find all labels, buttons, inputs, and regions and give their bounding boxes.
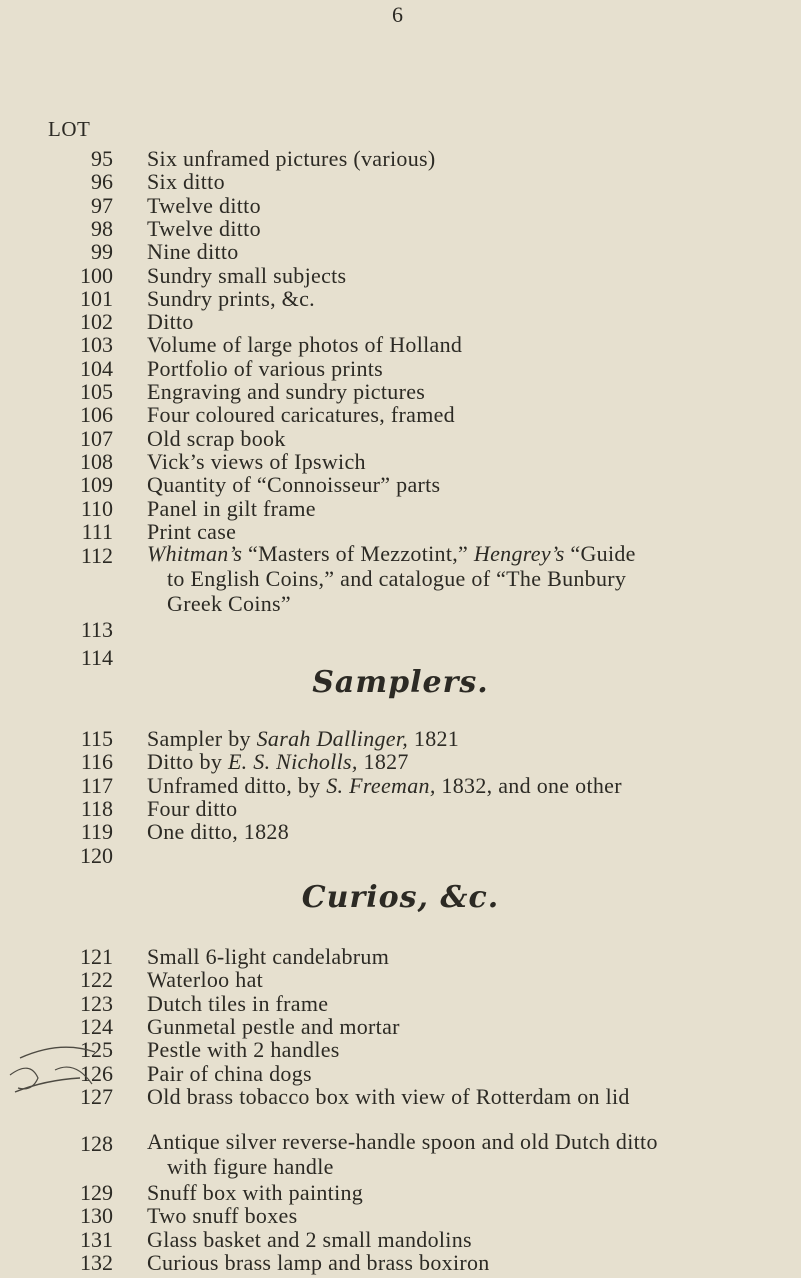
- lot-number: 128: [80, 1131, 113, 1156]
- lot-number: 105: [80, 379, 113, 404]
- lot-number: 99: [91, 239, 113, 265]
- lot-description: Ditto: [147, 309, 194, 335]
- lot-number: 122: [80, 967, 113, 993]
- lot-number: 113: [80, 617, 113, 642]
- author-name: Hengrey’s: [473, 541, 565, 566]
- lot-number: 127: [80, 1083, 113, 1109]
- page-number: 6: [392, 2, 403, 27]
- lot-description: Twelve ditto: [147, 192, 261, 218]
- lot-number: 125: [80, 1037, 113, 1063]
- lot-number: 117: [80, 772, 113, 798]
- lot-column-header: LOT: [48, 117, 91, 141]
- lot-description: Two snuff boxes: [147, 1203, 298, 1229]
- lot-number: 98: [91, 215, 113, 241]
- sampler-text: Four ditto: [147, 795, 238, 821]
- lot-number: 100: [80, 262, 113, 288]
- lot-number: 101: [80, 285, 113, 311]
- lot-number: 109: [80, 472, 113, 498]
- sampler-text: Unframed ditto, by S. Freeman, 1832, and one other: [147, 772, 622, 798]
- lot-description: Six unframed pictures (various): [147, 146, 436, 171]
- lot-number: 96: [91, 169, 113, 195]
- lot-description: [147, 1129, 777, 1179]
- title-text: “Guide: [564, 541, 636, 566]
- lot-number: 114: [80, 645, 113, 670]
- lot-number: 97: [91, 192, 113, 218]
- lot-number: 121: [80, 944, 113, 969]
- lot-number: 102: [80, 309, 113, 335]
- lot-number: 103: [80, 332, 113, 358]
- lot-number: 132: [80, 1249, 113, 1275]
- lot-description: Waterloo hat: [147, 967, 264, 993]
- lot-number: 110: [80, 495, 113, 521]
- lot-description: [147, 796, 237, 822]
- sampler-text: One ditto, 1828: [147, 819, 289, 845]
- lot-description: Dutch tiles in frame: [147, 990, 329, 1016]
- continuation-line: with figure handle: [167, 1154, 334, 1179]
- lot-description: Snuff box with painting: [147, 1180, 364, 1205]
- lot-description: Glass basket and 2 small mandolins: [147, 1226, 472, 1252]
- lot-description: Quantity of “Connoisseur” parts: [147, 472, 441, 498]
- lot-description: Four coloured caricatures, framed: [147, 402, 455, 428]
- lot-description: Pair of china dogs: [147, 1060, 312, 1086]
- lot-description: [147, 726, 459, 752]
- lot-description: Panel in gilt frame: [147, 495, 316, 521]
- lot-description: Gunmetal pestle and mortar: [147, 1013, 400, 1039]
- lot-description: Small 6-light candelabrum: [147, 944, 390, 969]
- author-name: Whitman’s: [147, 541, 243, 566]
- continuation-line: Greek Coins”: [167, 591, 291, 616]
- lot-row: [0, 1250, 801, 1278]
- lot-row: [0, 843, 801, 871]
- lot-number: 119: [80, 819, 113, 845]
- lot-description: Curious brass lamp and brass boxiron: [147, 1249, 490, 1275]
- sampler-text: Ditto by E. S. Nicholls, 1827: [147, 749, 409, 775]
- title-text: “Masters of Mezzotint,”: [242, 541, 474, 566]
- lot-number: 126: [80, 1060, 113, 1086]
- lot-number: 95: [91, 146, 113, 171]
- pencil-annotation: [0, 1000, 140, 1120]
- lot-number: 115: [80, 726, 113, 751]
- lot-number: 112: [80, 543, 113, 568]
- lot-description: Old brass tobacco box with view of Rotterdam on lid: [147, 1083, 630, 1109]
- lot-number: 111: [81, 518, 113, 544]
- lot-number: 129: [80, 1180, 113, 1205]
- sampler-text: Sampler by Sarah Dallinger, 1821: [147, 726, 460, 751]
- continuation-line: to English Coins,” and catalogue of “The Bunbury: [167, 566, 627, 591]
- lot-description: Nine ditto: [147, 239, 239, 265]
- lot-number: 116: [80, 749, 113, 775]
- lot-description: [147, 819, 289, 845]
- lot-description: [147, 749, 409, 775]
- lot-description: Portfolio of various prints: [147, 355, 384, 381]
- lot-description: Volume of large photos of Holland: [147, 332, 463, 358]
- lot-description: Sundry small subjects: [147, 262, 347, 288]
- lot-description: [147, 773, 622, 799]
- lot-number: 124: [80, 1013, 113, 1039]
- lot-number: 107: [80, 425, 113, 451]
- lot-description: Vick’s views of Ipswich: [147, 448, 366, 474]
- lot-number: 118: [80, 795, 113, 821]
- lot-description: Sundry prints, &c.: [147, 285, 315, 311]
- samplers-heading: Samplers.: [312, 665, 489, 700]
- description-line: Antique silver reverse-handle spoon and old Dutch ditto: [147, 1129, 658, 1154]
- lot-description: Print case: [147, 518, 237, 544]
- lot-number: 120: [80, 842, 113, 868]
- curios-heading: Curios, &c.: [301, 880, 500, 915]
- lot-number: 106: [80, 402, 113, 428]
- lot-description: Pestle with 2 handles: [147, 1037, 340, 1063]
- lot-number: 108: [80, 448, 113, 474]
- lot-description: Twelve ditto: [147, 215, 261, 241]
- lot-description: Old scrap book: [147, 425, 286, 451]
- lot-description: [147, 541, 777, 616]
- lot-number: 131: [80, 1226, 113, 1252]
- lot-description: Six ditto: [147, 169, 225, 195]
- lot-description: Engraving and sundry pictures: [147, 379, 426, 404]
- lot-number: 130: [80, 1203, 113, 1229]
- lot-number: 123: [80, 990, 113, 1016]
- lot-number: 104: [80, 355, 113, 381]
